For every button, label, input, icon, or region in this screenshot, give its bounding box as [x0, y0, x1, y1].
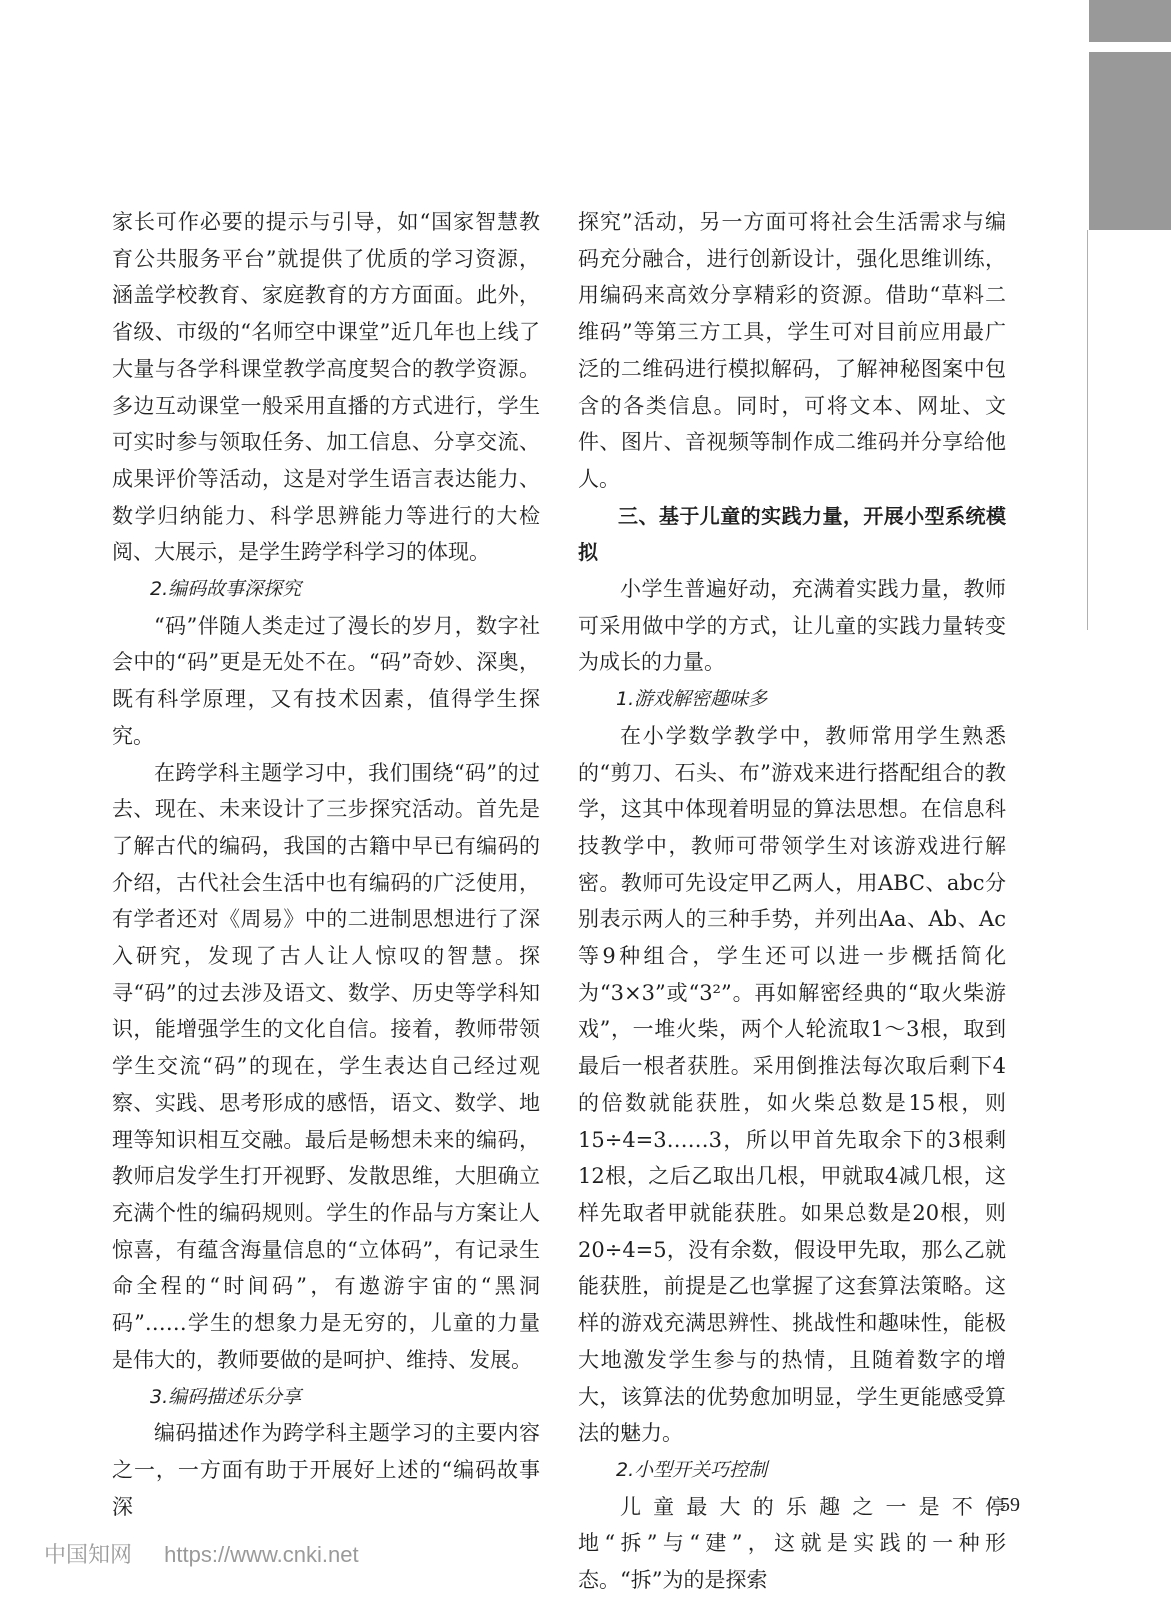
cnki-logo-text: 中国知网 [44, 1542, 133, 1567]
left-column [112, 204, 540, 1525]
side-tab [1089, 52, 1171, 230]
paragraph: 编码描述作为跨学科主题学习的主要内容之一，一方面有助于开展好上述的“编码故事深 [112, 1421, 540, 1519]
paragraph: 在跨学科主题学习中，我们围绕“码”的过去、现在、未来设计了三步探究活动。首先是了解古代的编码，我国的古籍中早已有编码的介绍，古代社会生活中也有编码的广泛使用，有学者还对《周易》中的二进制思想进行了深入研究，发现了古人让人惊叹的智慧。探寻“码”的过去涉及语文、数学、历史等学科知识，能增强学生的文化自信。接着，教师带领学生交流“码”的现在，学生表达自己经过观察、实践、思考形成的感悟，语文、数学、地理等知识相互交融。最后是畅想未来的编码，教师启发学生打开视野、发散思维，大胆确立充满个性的编码规则。学生的作品与方案让人惊喜，有蕴含海量信息的“立体码”，有记录生命全程的“时间码”，有遨游宇宙的“黑洞码”……学生的想象力是无穷的，儿童的力量是伟大的，教师要做的是呵护、维持、发展。 [112, 760, 540, 1372]
section-heading: 三、基于儿童的实践力量，开展小型系统模拟 [578, 503, 1006, 565]
footer-watermark [44, 1538, 359, 1578]
paragraph: 探究”活动，另一方面可将社会生活需求与编码充分融合，进行创新设计，强化思维训练，用编码来高效分享精彩的资源。借助“草料二维码”等第三方工具，学生可对目前应用最广泛的二维码进行模拟解码，了解神秘图案中包含的各类信息。同时，可将文本、网址、文件、图片、音视频等制作成二维码并分享给他人。 [578, 210, 1006, 491]
subheading: 2.编码故事深探究 [150, 578, 302, 601]
paragraph: 家长可作必要的提示与引导，如“国家智慧教育公共服务平台”就提供了优质的学习资源，涵盖学校教育、家庭教育的方方面面。此外，省级、市级的“名师空中课堂”近几年也上线了大量与各学科课堂教学高度契合的教学资源。多边互动课堂一般采用直播的方式进行，学生可实时参与领取任务、加工信息、分享交流、成果评价等活动，这是对学生语言表达能力、数学归纳能力、科学思辨能力等进行的大检阅、大展示，是学生跨学科学习的体现。 [112, 210, 540, 565]
side-tab-top [1089, 0, 1171, 42]
paragraph: “码”伴随人类走过了漫长的岁月，数字社会中的“码”更是无处不在。“码”奇妙、深奥，既有科学原理，又有技术因素，值得学生探究。 [112, 613, 540, 748]
paragraph: 在小学数学教学中，教师常用学生熟悉的“剪刀、石头、布”游戏来进行搭配组合的教学，这其中体现着明显的算法思想。在信息科技教学中，教师可带领学生对该游戏进行解密。教师可先设定甲乙两人，用ABC、abc分别表示两人的三种手势，并列出Aa、Ab、Ac等9种组合，学生还可以进一步概括简化为“3×3”或“3²”。再如解密经典的“取火柴游戏”，一堆火柴，两个人轮流取1～3根，取到最后一根者获胜。采用倒推法每次取后剩下4的倍数就能获胜，如火柴总数是15根，则15÷4=3……3，所以甲首先取余下的3根剩12根，之后乙取出几根，甲就取4减几根，这样先取者甲就能获胜。如果总数是20根，则20÷4=5，没有余数，假设甲先取，那么乙就能获胜，前提是乙也掌握了这套算法策略。这样的游戏充满思辨性、挑战性和趣味性，能极大地激发学生参与的热情，且随着数字的增大，该算法的优势愈加明显，学生更能感受算法的魅力。 [578, 723, 1006, 1446]
paragraph: 儿童最大的乐趣之一是不停地“拆”与“建”，这就是实践的一种形态。“拆”为的是探索 [578, 1494, 1006, 1593]
subheading: 3.编码描述乐分享 [150, 1385, 302, 1408]
footer-url[interactable]: https://www.cnki.net [164, 1542, 359, 1567]
paragraph: 小学生普遍好动，充满着实践力量，教师可采用做中学的方式，让儿童的实践力量转变为成长的力量。 [578, 577, 1006, 675]
subheading: 2.小型开关巧控制 [616, 1458, 768, 1481]
page-number: 59 [1000, 1494, 1020, 1516]
margin-rule [1087, 230, 1088, 630]
right-column [578, 204, 1006, 1599]
subheading: 1.游戏解密趣味多 [616, 688, 768, 711]
